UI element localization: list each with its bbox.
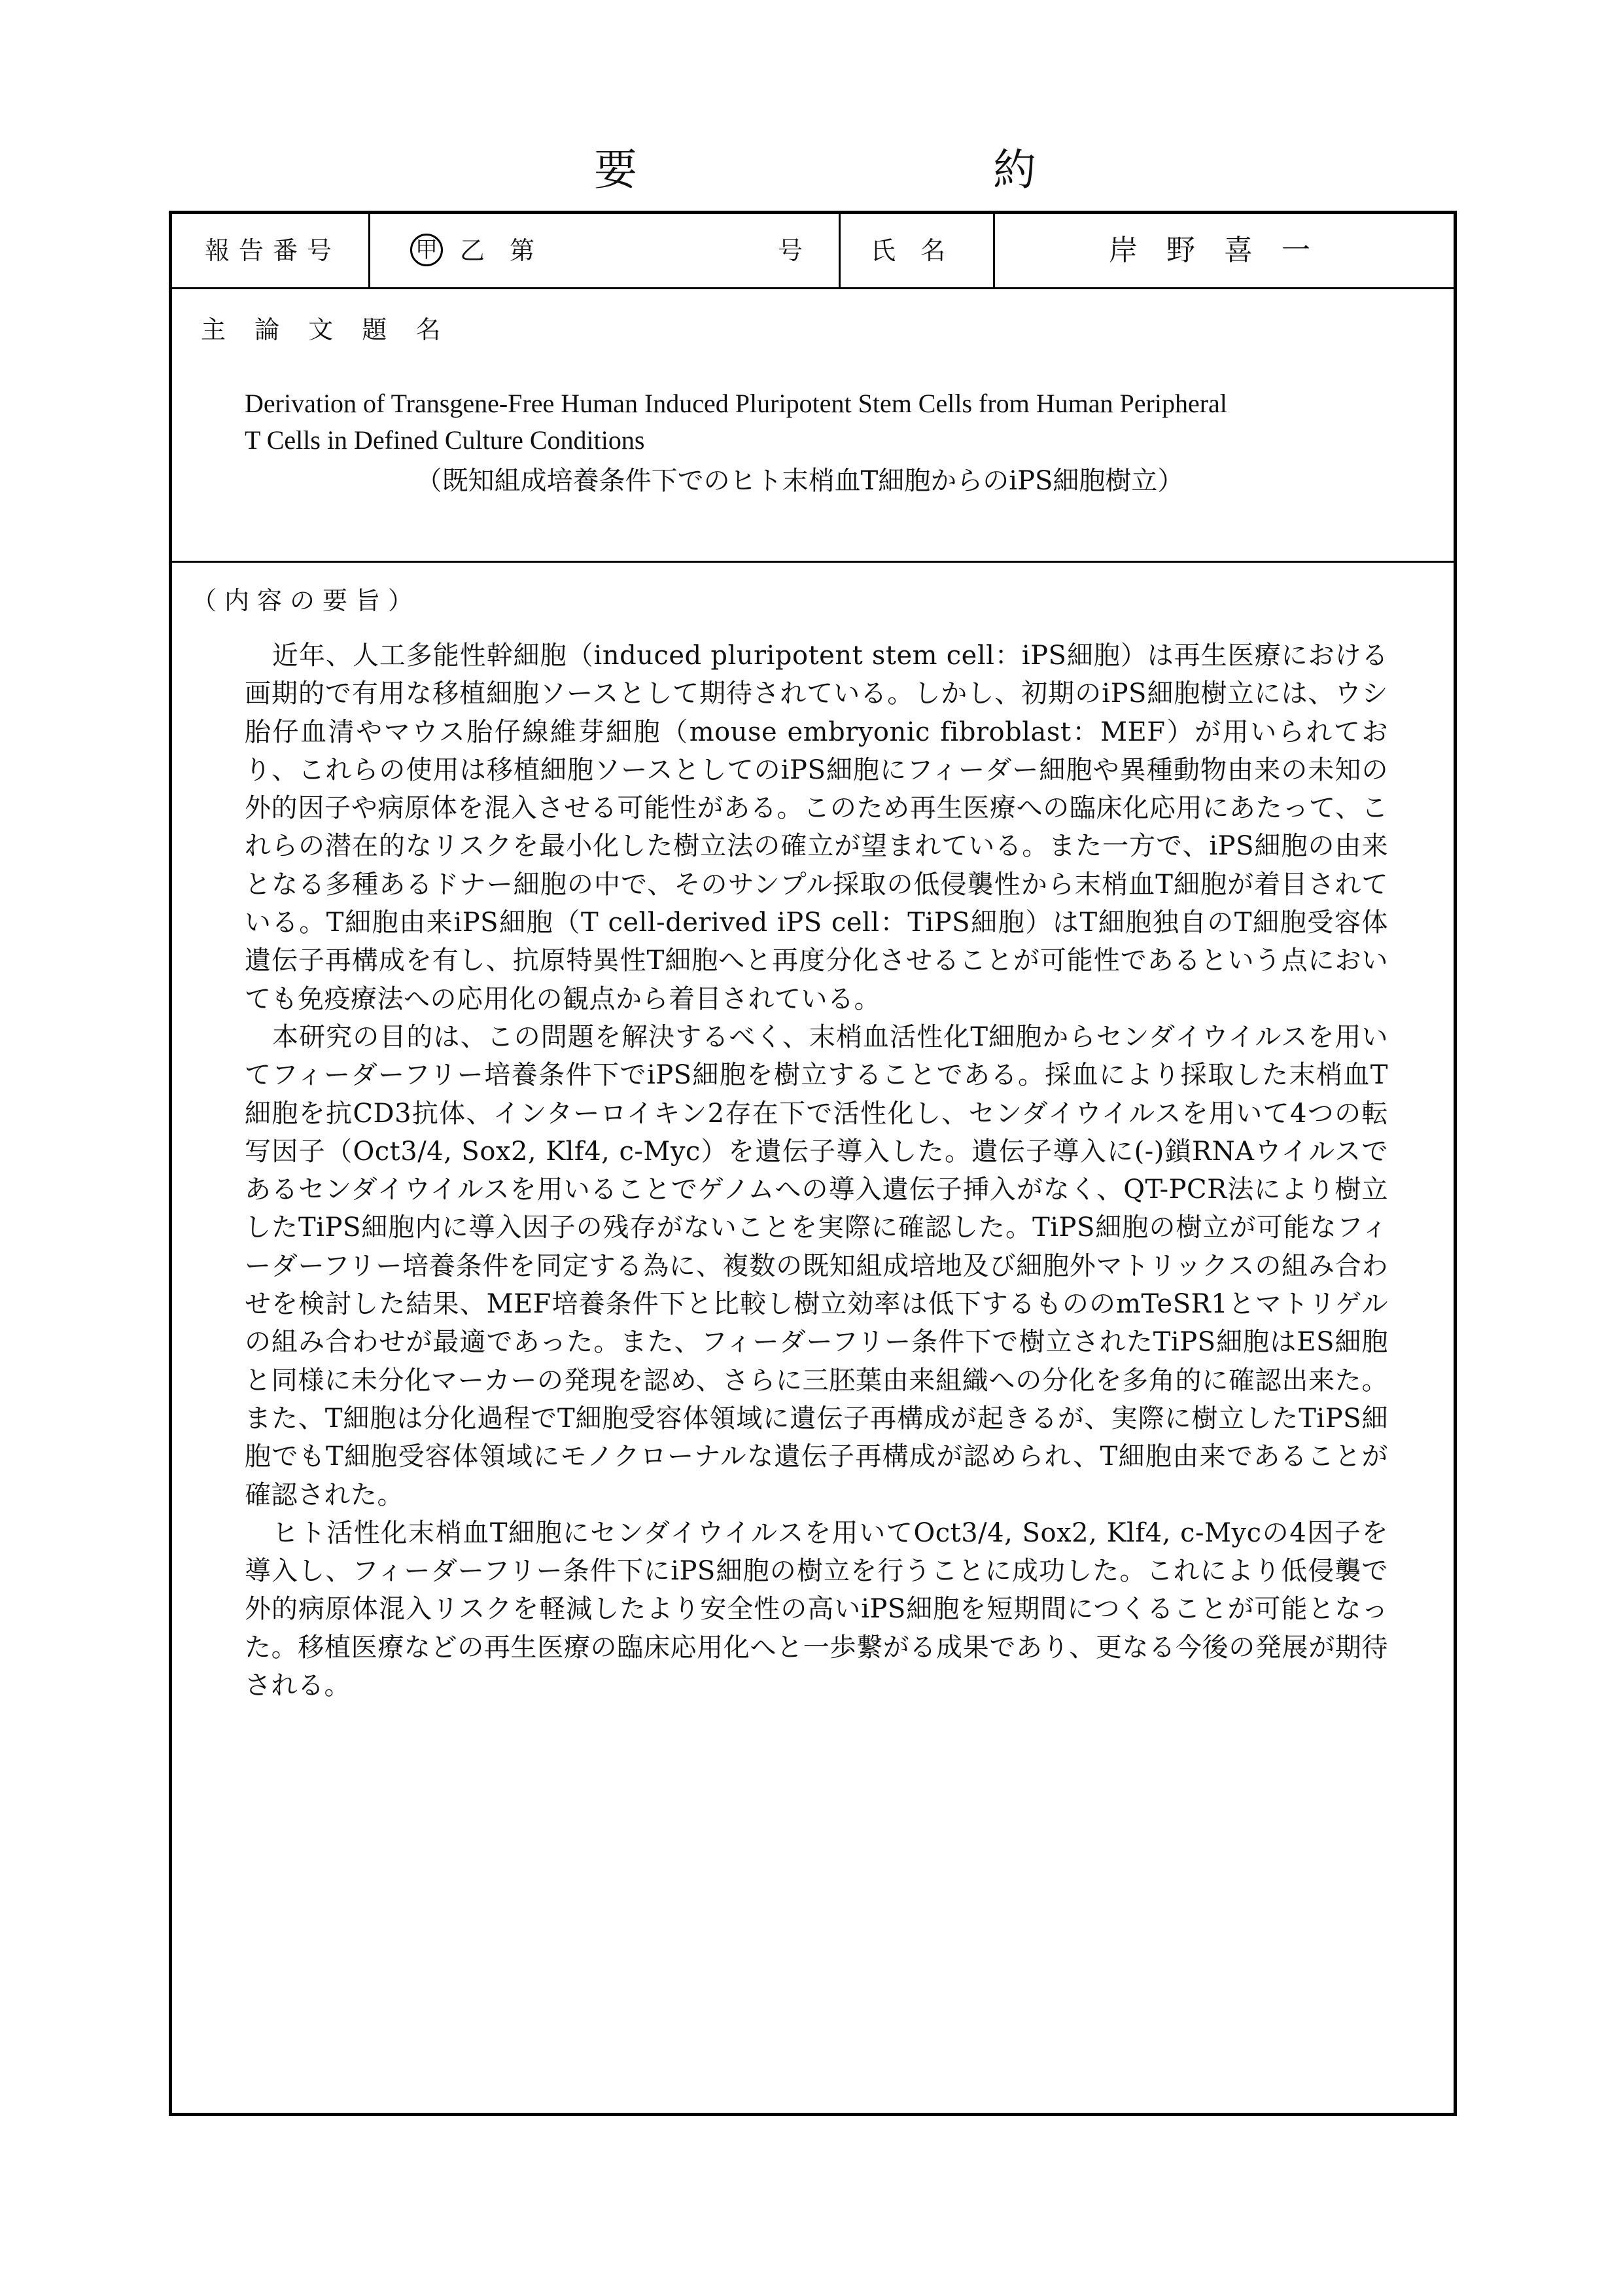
header-divider-3 (993, 214, 995, 287)
summary-form (169, 211, 1457, 2116)
page-title (0, 137, 1623, 203)
name-label: 氏 名 (871, 236, 946, 265)
thesis-title-japanese (172, 463, 1454, 499)
thesis-title-label: 主 論 文 題 名 (201, 315, 451, 344)
header-divider-1 (368, 214, 370, 287)
abstract-paragraph: 本研究の目的は、この問題を解決するべく、末梢血活性化T細胞からセンダイウイルスを用いてフィーダーフリー培養条件下でiPS細胞を樹立することである。採血により採取した末梢血T細胞を抗CD3抗体、インターロイキン2存在下で活性化し、センダイウイルスを用いて4つの転写因子（Oct3/4, Sox2, Klf4, c-Myc）を遺伝子導入した。遺伝子導入に(-)鎖RNAウイルスであるセンダイウイルスを用いることでゲノムへの導入遺伝子挿入がなく、QT-PCR法により樹立したTiPS細胞内に導入因子の残存がないことを実際に確認した。TiPS細胞の樹立が可能なフィーダーフリー培養条件を同定する為に、複数の既知組成培地及び細胞外マトリックスの組み合わせを検討した結果、MEF培養条件下と比較し樹立効率は低下するもののmTeSR1とマトリゲルの組み合わせが最適であった。また、フィーダーフリー条件下で樹立されたTiPS細胞はES細胞と同様に未分化マーカーの発現を認め、さらに三胚葉由来組織への分化を多角的に確認出来た。また、T細胞は分化過程でT細胞受容体領域に遺伝子再構成が起きるが、実際に樹立したTiPS細胞でもT細胞受容体領域にモノクローナルな遺伝子再構成が認められ、T細胞由来であることが確認された。 (245, 1021, 1388, 1510)
otsu-dai-text: 乙 第 (460, 236, 535, 265)
page-title-char-1: 要 (594, 145, 637, 195)
header-bottom-rule (172, 287, 1454, 289)
thesis-title-english-line-1: Derivation of Transgene-Free Human Induced Pluripotent Stem Cells from Human Peripheral (245, 389, 1227, 418)
abstract-paragraph: ヒト活性化末梢血T細胞にセンダイウイルスを用いてOct3/4, Sox2, Klf4, c-Mycの4因子を導入し、フィーダーフリー条件下にiPS細胞の樹立を行うことに成功した。これにより低侵襲で外的病原体混入リスクを軽減したより安全性の高いiPS細胞を短期間につくることが可能となった。移植医療などの再生医療の臨床応用化へと一歩繋がる成果であり、更なる今後の発展が期待される。 (245, 1517, 1388, 1701)
abstract-body (245, 637, 1388, 1704)
abstract-paragraph: 近年、人工多能性幹細胞（induced pluripotent stem cell：iPS細胞）は再生医療における画期的で有用な移植細胞ソースとして期待されている。しかし、初期のiPS細胞樹立には、ウシ胎仔血清やマウス胎仔線維芽細胞（mouse embryonic fibroblast：MEF）が用いられており、これらの使用は移植細胞ソースとしてのiPS細胞にフィーダー細胞や異種動物由来の未知の外的因子や病原体を混入させる可能性がある。このため再生医療への臨床化応用にあたって、これらの潜在的なリスクを最小化した樹立法の確立が望まれている。また一方で、iPS細胞の由来となる多種あるドナー細胞の中で、そのサンプル採取の低侵襲性から末梢血T細胞が着目されている。T細胞由来iPS細胞（T cell-derived iPS cell：TiPS細胞）はT細胞独自のT細胞受容体遺伝子再構成を有し、抗原特異性T細胞へと再度分化させることが可能性であるという点においても免疫療法への応用化の観点から着目されている。 (245, 641, 1388, 1014)
thesis-title-english-line-2: T Cells in Defined Culture Conditions (245, 425, 645, 455)
report-number-label: 報告番号 (205, 236, 341, 265)
thesis-title-japanese-text: （既知組成培養条件下でのヒト末梢血T細胞からのiPS細胞樹立） (415, 466, 1184, 496)
page-title-char-2: 約 (993, 145, 1036, 195)
gou-text: 号 (778, 236, 803, 265)
thesis-bottom-rule (172, 561, 1454, 563)
thesis-title-english (245, 385, 1396, 459)
kou-mark: 甲 (410, 234, 443, 266)
header-divider-2 (839, 214, 841, 287)
author-name: 岸 野 喜 一 (1109, 234, 1310, 267)
abstract-label: （内容の要旨） (192, 586, 421, 615)
